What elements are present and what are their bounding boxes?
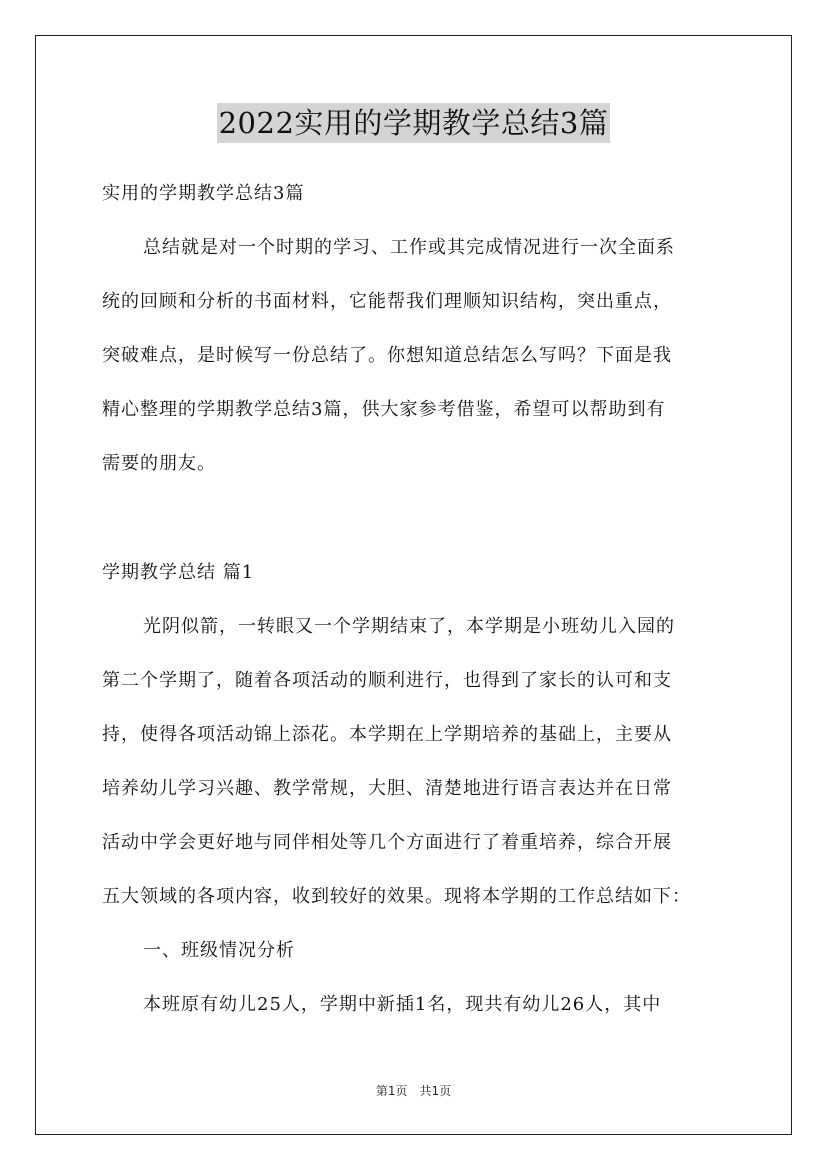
subheading-class-analysis: 一、班级情况分析	[143, 940, 295, 961]
section1-heading: 学期教学总结 篇1	[102, 562, 255, 583]
intro-line-2: 统的回顾和分析的书面材料，它能帮我们理顺知识结构，突出重点，	[102, 291, 672, 312]
section1-line-1: 光阴似箭，一转眼又一个学期结束了，本学期是小班幼儿入园的	[143, 616, 675, 637]
section1-line-3: 持，使得各项活动锦上添花。本学期在上学期培养的基础上，主要从	[102, 724, 672, 745]
intro-line-1: 总结就是对一个时期的学习、工作或其完成情况进行一次全面系	[143, 237, 675, 258]
section1-line-4: 培养幼儿学习兴趣、教学常规，大胆、清楚地进行语言表达并在日常	[102, 778, 672, 799]
section1-line-5: 活动中学会更好地与同伴相处等几个方面进行了着重培养，综合开展	[102, 832, 672, 853]
page-footer: 第1页 共1页	[375, 1084, 452, 1098]
intro-line-3: 突破难点，是时候写一份总结了。你想知道总结怎么写吗？下面是我	[102, 345, 672, 366]
intro-line-4: 精心整理的学期教学总结3篇，供大家参考借鉴，希望可以帮助到有	[102, 399, 666, 420]
document-title: 2022实用的学期教学总结3篇	[217, 103, 611, 143]
section1-line-6: 五大领域的各项内容，收到较好的效果。现将本学期的工作总结如下：	[102, 886, 691, 907]
document-subtitle: 实用的学期教学总结3篇	[102, 183, 305, 204]
section1-line-2: 第二个学期了，随着各项活动的顺利进行，也得到了家长的认可和支	[102, 670, 672, 691]
title-wrap	[0, 103, 827, 143]
intro-line-5: 需要的朋友。	[102, 453, 216, 474]
class-line-1: 本班原有幼儿25人，学期中新插1名，现共有幼儿26人，其中	[143, 994, 662, 1015]
